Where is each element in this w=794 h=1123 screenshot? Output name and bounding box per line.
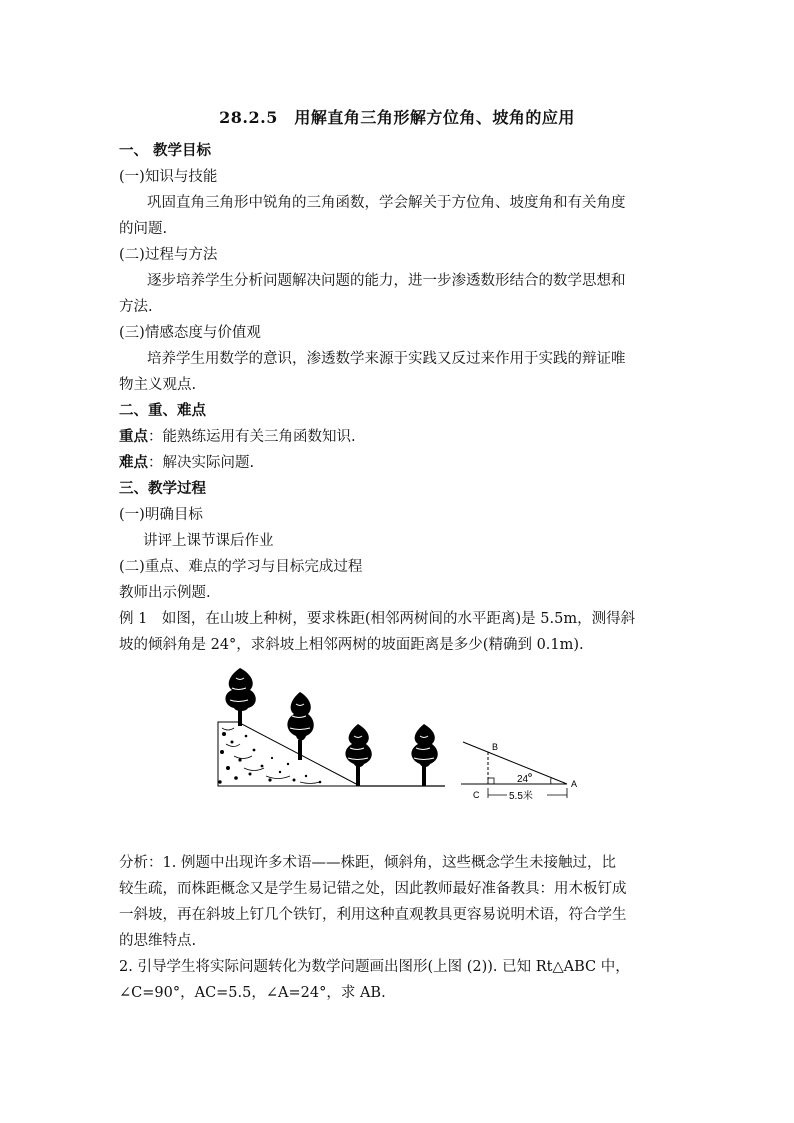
page-title: 28.2.5 用解直角三角形解方位角、坡角的应用 <box>219 108 575 127</box>
difficult-point-line <box>119 450 679 476</box>
analysis-1-line3: 一斜坡，再在斜坡上钉几个铁钉，利用这种直观教具更容易说明术语，符合学生 <box>119 907 627 923</box>
paragraph-process-line1: 逐步培养学生分析问题解决问题的能力，进一步渗透数形结合的数学思想和 <box>147 273 626 289</box>
section-2-heading: 二、重、难点 <box>119 402 206 419</box>
key-point-line <box>119 424 679 450</box>
tree-icon <box>225 668 255 726</box>
subsection-process: (二)过程与方法 <box>119 247 218 263</box>
difficult-point-text: ：解决实际问题. <box>148 455 255 471</box>
example-1-line2: 坡的倾斜角是 24°，求斜坡上相邻两树的坡面距离是多少(精确到 0.1m). <box>119 637 584 653</box>
section-3-heading: 三、教学过程 <box>119 480 206 497</box>
angle-label: 24 <box>517 774 529 785</box>
paragraph-attitude-line1: 培养学生用数学的意识，渗透数学来源于实践又反过来作用于实践的辩证唯 <box>147 351 626 367</box>
label-c: C <box>473 790 480 800</box>
subsection-knowledge: (一)知识与技能 <box>119 169 218 185</box>
analysis-1-line4: 的思维特点. <box>119 933 197 949</box>
distance-label: 5.5米 <box>509 791 533 802</box>
label-a: A <box>571 779 578 789</box>
analysis-2-line2: ∠C=90°，AC=5.5，∠A=24°，求 AB. <box>119 985 386 1001</box>
example-1-line1: 例 1 如图，在山坡上种树，要求株距(相邻两树间的水平距离)是 5.5m，测得斜 <box>119 611 636 627</box>
tree-icon <box>345 724 371 786</box>
paragraph-process-line2: 方法. <box>119 299 153 315</box>
right-triangle-figure <box>455 736 585 808</box>
tree-icon <box>411 724 437 786</box>
label-b: B <box>492 742 499 752</box>
subsection-focus: (二)重点、难点的学习与目标完成过程 <box>119 559 363 575</box>
hillside-trees-figure <box>210 664 450 794</box>
analysis-2-line1: 2. 引导学生将实际问题转化为数学问题画出图形(上图 (2)). 已知 Rt△ABC 中， <box>119 959 630 975</box>
difficult-point-label: 难点 <box>119 454 148 471</box>
key-point-text: ：能熟练运用有关三角函数知识. <box>148 429 356 445</box>
key-point-label: 重点 <box>119 428 148 445</box>
paragraph-attitude-line2: 物主义观点. <box>119 377 197 393</box>
subsection-goal: (一)明确目标 <box>119 507 203 523</box>
degree-icon <box>529 774 532 777</box>
subsection-attitude: (三)情感态度与价值观 <box>119 325 261 341</box>
analysis-1-line1: 分析：1. 例题中出现许多术语——株距，倾斜角，这些概念学生未接触过，比 <box>119 855 616 871</box>
paragraph-goal: 讲评上课节课后作业 <box>143 533 274 549</box>
paragraph-teacher: 教师出示例题. <box>119 585 211 601</box>
paragraph-knowledge-line1: 巩固直角三角形中锐角的三角函数，学会解关于方位角、坡度角和有关角度 <box>147 195 626 211</box>
paragraph-knowledge-line2: 的问题. <box>119 221 168 237</box>
section-1-heading: 一、 教学目标 <box>119 142 212 159</box>
analysis-1-line2: 较生疏，而株距概念又是学生易记错之处，因此教师最好准备教具：用木板钉成 <box>119 881 627 897</box>
